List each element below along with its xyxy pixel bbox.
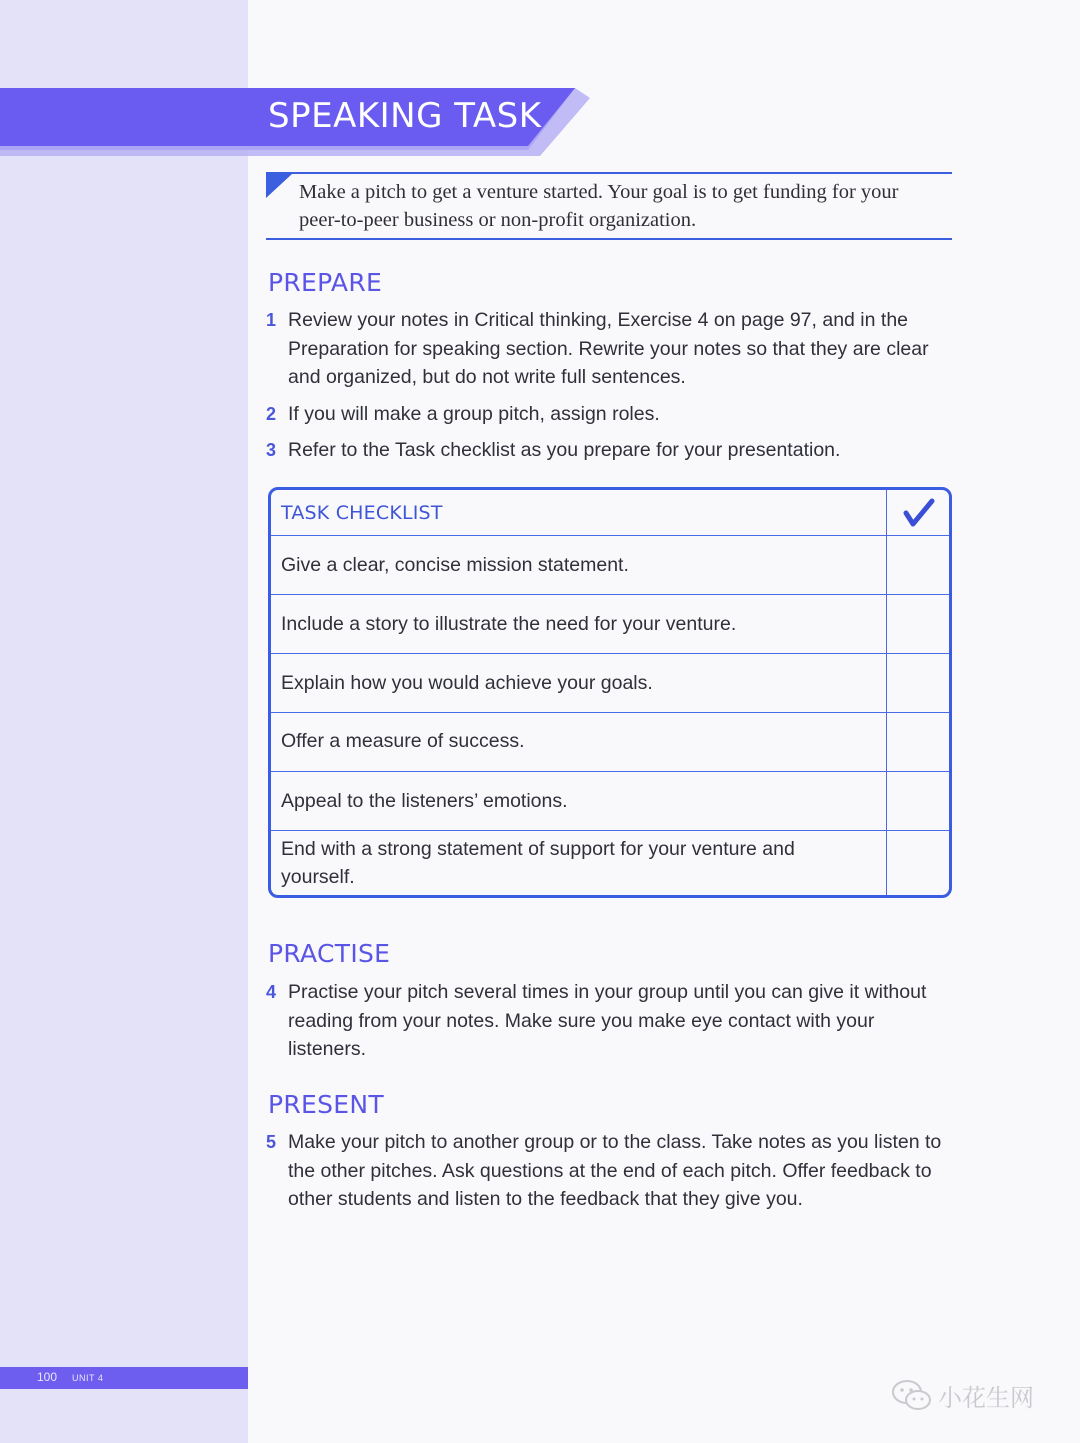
checklist-checkbox[interactable] [886,595,950,653]
checklist-item-text: End with a strong statement of support for your venture and yourself. [281,838,795,888]
step-number: 3 [266,440,277,460]
step-text: Review your notes in Critical thinking, Exercise 4 on page 97, and in the Preparation for speaking section. Rewrite your notes so that they are clear and organized, but do not write full sentences. [288,309,929,388]
checklist-row [271,772,949,831]
practise-heading: PRACTISE [268,939,391,968]
practise-steps [266,978,956,1072]
step-text: If you will make a group pitch, assign roles. [288,402,660,425]
step-5 [266,1128,956,1214]
checklist-header-row [271,490,949,536]
step-number: 5 [266,1132,277,1152]
step-number: 1 [266,310,277,330]
checklist-item-text: Offer a measure of success. [281,730,525,752]
watermark-text: 小花生网 [938,1384,1034,1412]
task-intro [266,172,952,240]
checklist-checkbox[interactable] [886,831,950,895]
present-steps [266,1128,956,1222]
step-2 [266,400,956,429]
intro-text: Make a pitch to get a venture started. Your goal is to get funding for your peer-to-peer business or non-profit organization. [299,181,899,231]
checklist-item-text: Give a clear, concise mission statement. [281,554,629,576]
unit-label: UNIT 4 [72,1373,104,1383]
checklist-item-text: Appeal to the listeners’ emotions. [281,790,568,812]
corner-triangle-icon [266,174,292,200]
banner-title: SPEAKING TASK [268,96,542,136]
present-heading: PRESENT [268,1090,384,1119]
step-text: Practise your pitch several times in your group until you can give it without reading from your notes. Make sure you make eye contact with your listeners. [288,981,927,1060]
step-1 [266,306,956,392]
step-text: Make your pitch to another group or to the class. Take notes as you listen to the other pitches. Ask questions at the end of each pitch. Offer feedback to other students and listen to the feedback that they give you. [288,1131,942,1210]
page-number: 100 [37,1370,58,1384]
wechat-icon [890,1376,934,1416]
checklist-checkbox[interactable] [886,713,950,771]
checklist-row [271,831,949,895]
task-checklist [268,487,952,898]
step-number: 2 [266,403,277,424]
checklist-title: TASK CHECKLIST [281,502,443,524]
checklist-checkbox[interactable] [886,536,950,594]
checklist-checkbox[interactable] [886,772,950,830]
checklist-header-checkcell [886,490,950,535]
prepare-steps [266,306,956,473]
checklist-row [271,595,949,654]
watermark [890,1372,1060,1418]
checklist-row [271,654,949,713]
checklist-row [271,536,949,595]
checklist-row [271,713,949,772]
checklist-item-text: Include a story to illustrate the need for your venture. [281,613,737,635]
step-number: 4 [266,982,277,1002]
checklist-checkbox[interactable] [886,654,950,712]
checklist-item-text: Explain how you would achieve your goals. [281,672,653,694]
step-text: Refer to the Task checklist as you prepare for your presentation. [288,439,841,461]
prepare-heading: PREPARE [268,268,383,297]
step-3 [266,436,956,465]
left-margin-band [0,0,248,1443]
checkmark-icon [903,498,935,528]
step-4 [266,978,956,1064]
